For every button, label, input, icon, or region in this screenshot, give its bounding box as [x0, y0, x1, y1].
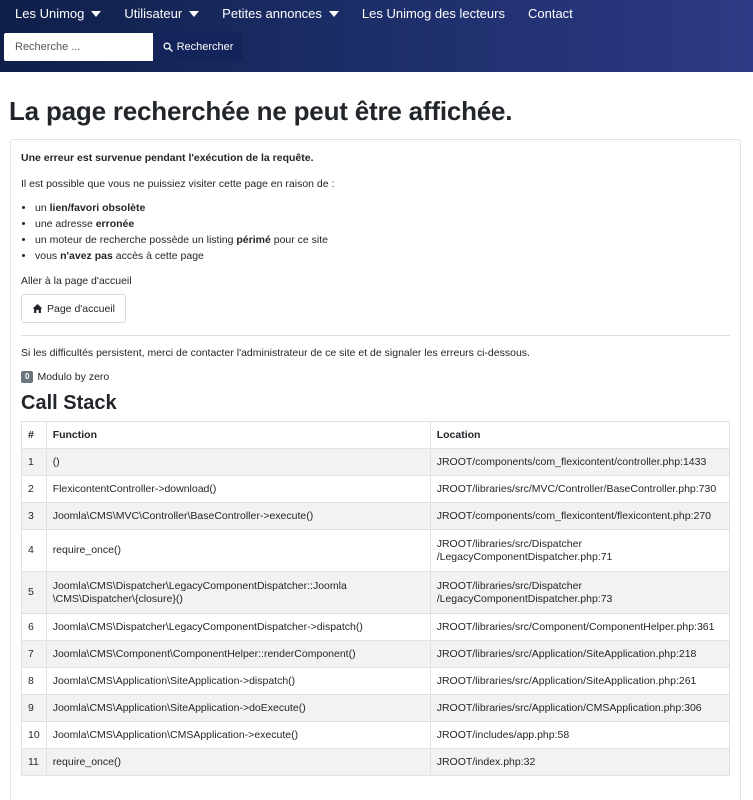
reason-item: [35, 202, 730, 214]
table-row: [22, 572, 730, 614]
caret-down-icon: [189, 11, 199, 17]
nav-item-contact[interactable]: [528, 6, 573, 21]
caret-down-icon: [91, 11, 101, 17]
cell-location: JROOT/libraries/src/Dispatcher /LegacyComponentDispatcher.php:73: [430, 572, 729, 614]
search-icon: [163, 42, 173, 52]
table-row: [22, 722, 730, 749]
cell-number: 1: [22, 449, 47, 476]
column-header: #: [22, 422, 47, 449]
nav-item-label: Les Unimog des lecteurs: [361, 6, 505, 21]
nav-item-utilisateur[interactable]: [124, 6, 199, 21]
cell-location: JROOT/libraries/src/Component/ComponentHelper.php:361: [430, 614, 729, 641]
table-row: [22, 695, 730, 722]
cell-location: JROOT/components/com_flexicontent/controller.php:1433: [430, 449, 729, 476]
home-text: Aller à la page d'accueil: [21, 275, 132, 287]
reason-text: vous: [35, 250, 61, 262]
search-button-label: Rechercher: [176, 41, 234, 53]
cell-function: Joomla\CMS\Dispatcher\LegacyComponentDispatcher->dispatch(): [46, 614, 430, 641]
cell-location: JROOT/includes/app.php:58: [430, 722, 729, 749]
cell-location: JROOT/components/com_flexicontent/flexicontent.php:270: [430, 503, 729, 530]
reason-text: un moteur de recherche possède un listing: [35, 234, 237, 246]
cell-location: JROOT/libraries/src/Dispatcher /LegacyComponentDispatcher.php:71: [430, 530, 729, 572]
reason-item: [35, 234, 730, 246]
nav-item-label: Utilisateur: [124, 6, 183, 21]
cell-number: 3: [22, 503, 47, 530]
cell-number: 6: [22, 614, 47, 641]
home-icon: [32, 303, 43, 314]
search-input[interactable]: [4, 33, 153, 61]
nav-item-label: Petites annonces: [222, 6, 322, 21]
reason-emphasis: erronée: [95, 218, 135, 230]
cell-number: 5: [22, 572, 47, 614]
reason-text: un: [35, 202, 50, 214]
cell-function: Joomla\CMS\Application\SiteApplication->dispatch(): [46, 668, 430, 695]
table-row: [22, 749, 730, 776]
table-row: [22, 503, 730, 530]
cell-function: Joomla\CMS\MVC\Controller\BaseController->execute(): [46, 503, 430, 530]
cell-function: Joomla\CMS\Dispatcher\LegacyComponentDispatcher::Joomla \CMS\Dispatcher\{closure}(): [46, 572, 430, 614]
site-header: [0, 0, 753, 72]
cell-number: 10: [22, 722, 47, 749]
reason-text: une adresse: [35, 218, 96, 230]
cell-location: JROOT/libraries/src/Application/SiteApplication.php:218: [430, 641, 729, 668]
reason-text: accès à cette page: [112, 250, 204, 262]
cell-function: require_once(): [46, 749, 430, 776]
reason-item: [35, 218, 730, 230]
reason-item: [35, 250, 730, 262]
table-row: [22, 614, 730, 641]
reason-emphasis: n'avez pas: [60, 250, 113, 262]
page-title: La page recherchée ne peut être affichée.: [9, 96, 513, 126]
cell-function: FlexicontentController->download(): [46, 476, 430, 503]
cell-number: 9: [22, 695, 47, 722]
search-form: [4, 33, 243, 61]
divider: [21, 335, 730, 336]
nav-item-unimog-lecteurs[interactable]: [362, 6, 505, 21]
cell-location: JROOT/index.php:32: [430, 749, 729, 776]
table-row: [22, 668, 730, 695]
error-code-badge: 0: [21, 371, 33, 383]
nav-item-label: Contact: [527, 6, 573, 21]
cell-function: Joomla\CMS\Application\CMSApplication->execute(): [46, 722, 430, 749]
error-card: [10, 139, 741, 800]
cell-function: require_once(): [46, 530, 430, 572]
column-header: Function: [46, 422, 430, 449]
cell-location: JROOT/libraries/src/Application/SiteApplication.php:261: [430, 668, 729, 695]
caret-down-icon: [329, 11, 339, 17]
table-row: [22, 476, 730, 503]
call-stack-table: [21, 421, 730, 776]
cell-function: Joomla\CMS\Application\SiteApplication->doExecute(): [46, 695, 430, 722]
nav-item-les-unimog[interactable]: [15, 6, 101, 21]
table-row: [22, 641, 730, 668]
cell-number: 11: [22, 749, 47, 776]
main-nav: [0, 0, 753, 27]
reason-emphasis: périmé: [236, 234, 271, 246]
home-button[interactable]: [21, 294, 126, 323]
reason-text: pour ce site: [270, 234, 329, 246]
cell-function: Joomla\CMS\Component\ComponentHelper::renderComponent(): [46, 641, 430, 668]
contact-text: Si les difficultés persistent, merci de contacter l'administrateur de ce site et de signaler les erreurs ci-dessous.: [21, 347, 530, 359]
nav-item-label: Les Unimog: [15, 6, 85, 21]
table-header-row: [22, 422, 730, 449]
cell-number: 4: [22, 530, 47, 572]
search-button[interactable]: [153, 33, 243, 61]
nav-item-petites-annonces[interactable]: [222, 6, 339, 21]
cell-location: JROOT/libraries/src/Application/CMSApplication.php:306: [430, 695, 729, 722]
reasons-list: [21, 202, 730, 262]
error-message-text: Modulo by zero: [37, 371, 110, 383]
cell-number: 8: [22, 668, 47, 695]
error-lead: Une erreur est survenue pendant l'exécution de la requête.: [21, 152, 314, 164]
cell-location: JROOT/libraries/src/MVC/Controller/BaseController.php:730: [430, 476, 729, 503]
error-intro: Il est possible que vous ne puissiez visiter cette page en raison de :: [21, 178, 335, 190]
cell-number: 7: [22, 641, 47, 668]
home-button-label: Page d'accueil: [47, 302, 115, 315]
reason-emphasis: lien/favori obsolète: [49, 202, 146, 214]
column-header: Location: [430, 422, 729, 449]
error-message: [21, 371, 730, 383]
cell-number: 2: [22, 476, 47, 503]
table-row: [22, 449, 730, 476]
call-stack-title: Call Stack: [21, 392, 117, 414]
cell-function: (): [46, 449, 430, 476]
table-row: [22, 530, 730, 572]
